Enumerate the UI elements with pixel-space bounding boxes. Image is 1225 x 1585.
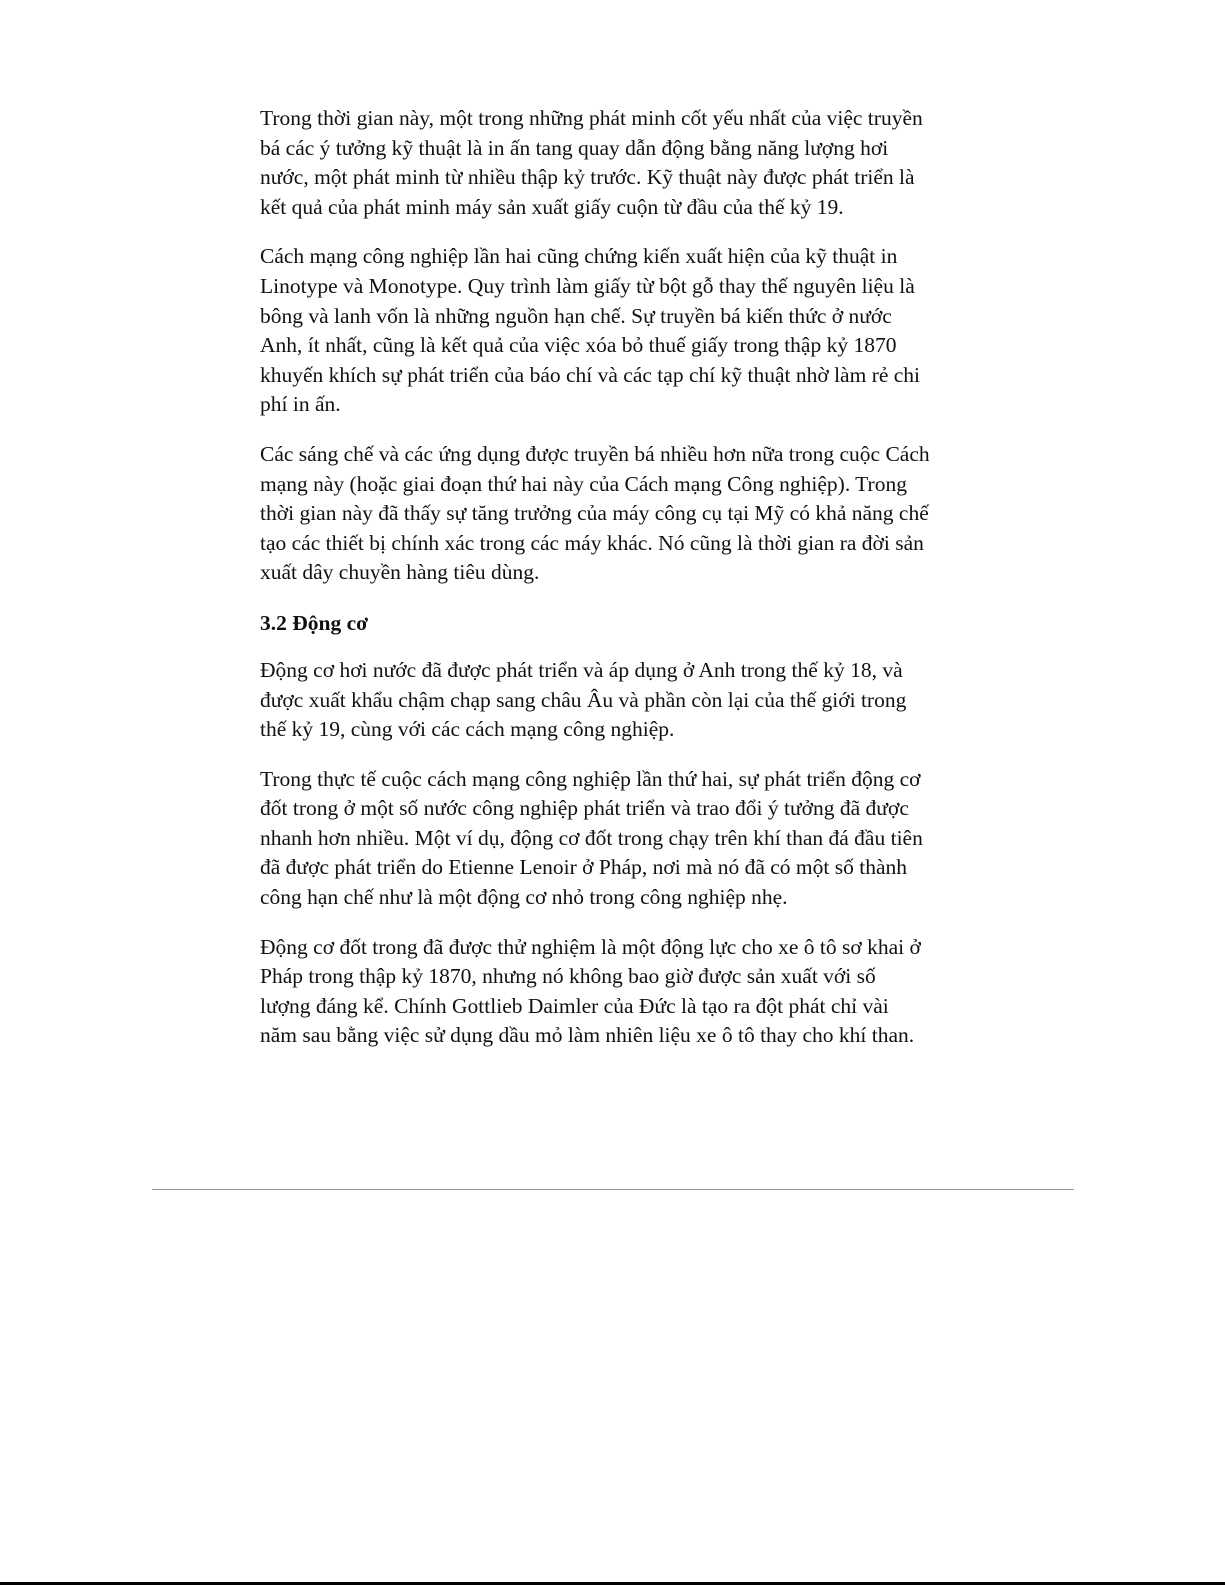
document-body xyxy=(260,104,960,1071)
page-divider xyxy=(152,1189,1074,1190)
paragraph-printing: Trong thời gian này, một trong những phát minh cốt yếu nhất của việc truyền bá các ý tưởng kỹ thuật là in ấn tang quay dẫn động bằng năng lượng hơi nước, một phát minh từ nhiều thập kỷ trước. Kỹ thuật này được phát triển là kết quả của phát minh máy sản xuất giấy cuộn từ đầu của thế kỷ 19. xyxy=(260,106,923,219)
paragraph-inventions: Các sáng chế và các ứng dụng được truyền bá nhiều hơn nữa trong cuộc Cách mạng này (hoặc giai đoạn thứ hai này của Cách mạng Công nghiệp). Trong thời gian này đã thấy sự tăng trưởng của máy công cụ tại Mỹ có khả năng chế tạo các thiết bị chính xác trong các máy khác. Nó cũng là thời gian ra đời sản xuất dây chuyền hàng tiêu dùng. xyxy=(260,441,930,585)
paragraph-automobile: Động cơ đốt trong đã được thử nghiệm là một động lực cho xe ô tô sơ khai ở Pháp trong thập kỷ 1870, nhưng nó không bao giờ được sản xuất với số lượng đáng kể. Chính Gottlieb Daimler của Đức là tạo ra đột phát chỉ vài năm sau bằng việc sử dụng dầu mỏ làm nhiên liệu xe ô tô thay cho khí than. xyxy=(260,934,921,1048)
paragraph-steam-engine: Động cơ hơi nước đã được phát triển và áp dụng ở Anh trong thế kỷ 18, và được xuất khẩu chậm chạp sang châu Âu và phần còn lại của thế giới trong thế kỷ 19, cùng với các cách mạng công nghiệp. xyxy=(260,657,907,742)
section-heading: 3.2 Động cơ xyxy=(260,610,369,635)
paragraph-combustion-engine: Trong thực tế cuộc cách mạng công nghiệp lần thứ hai, sự phát triển động cơ đốt trong ở một số nước công nghiệp phát triển và trao đổi ý tưởng đã được nhanh hơn nhiều. Một ví dụ, động cơ đốt trong chạy trên khí than đá đầu tiên đã được phát triển do Etienne Lenoir ở Pháp, nơi mà nó đã có một số thành công hạn chế như là một động cơ nhỏ trong công nghiệp nhẹ. xyxy=(260,766,923,910)
paragraph-linotype: Cách mạng công nghiệp lần hai cũng chứng kiến xuất hiện của kỹ thuật in Linotype và Monotype. Quy trình làm giấy từ bột gỗ thay thế nguyên liệu là bông và lanh vốn là những nguồn hạn chế. Sự truyền bá kiến thức ở nước Anh, ít nhất, cũng là kết quả của việc xóa bỏ thuế giấy trong thập kỷ 1870 khuyến khích sự phát triển của báo chí và các tạp chí kỹ thuật nhờ làm rẻ chi phí in ấn. xyxy=(260,244,921,417)
